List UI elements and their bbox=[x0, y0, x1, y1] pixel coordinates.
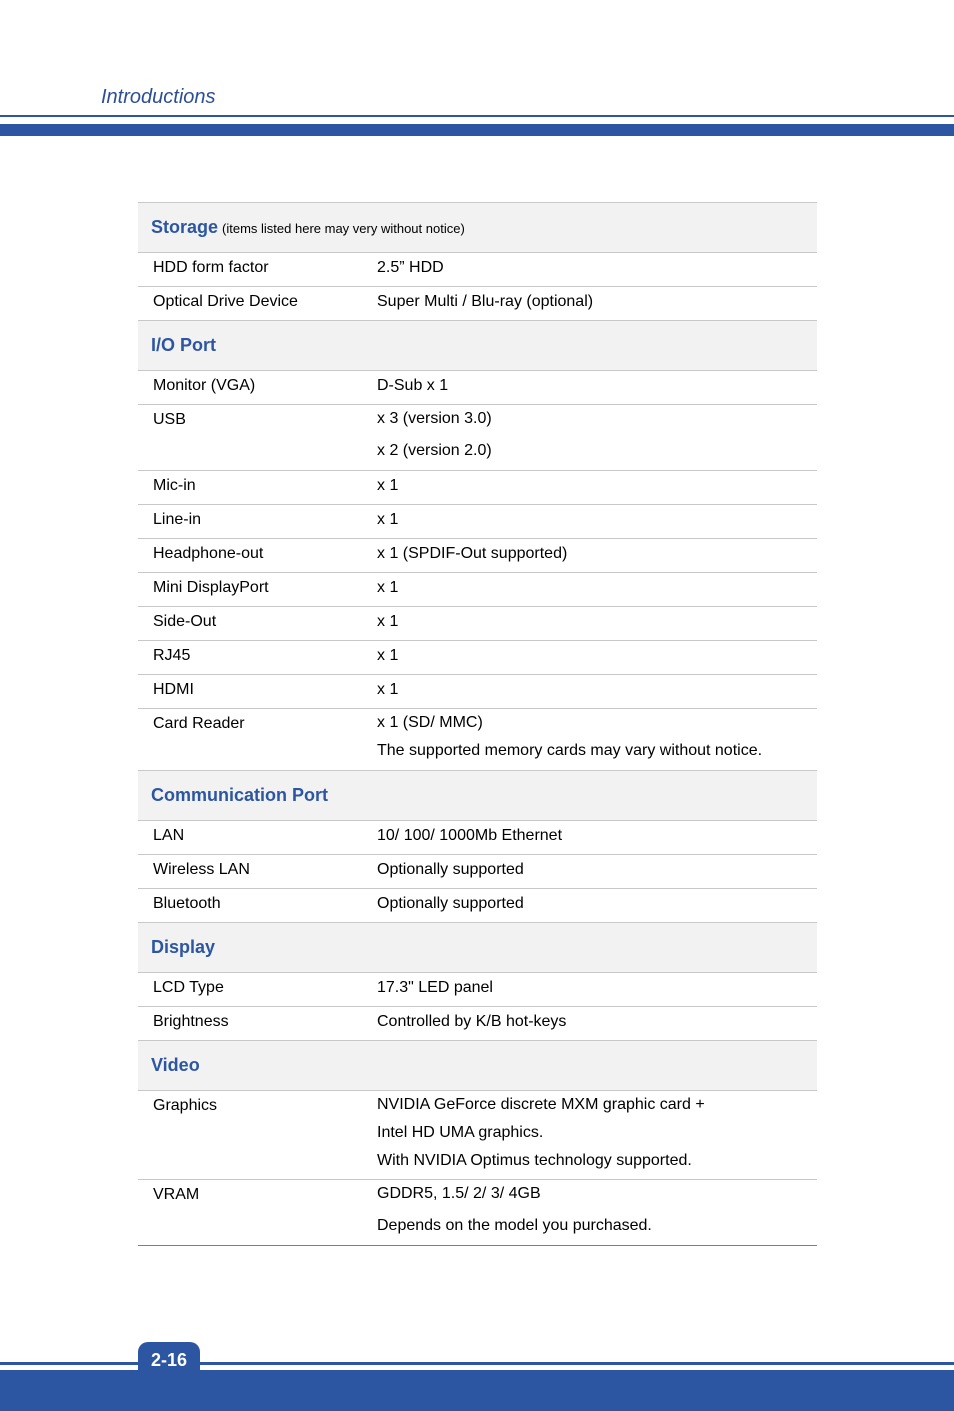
spec-label: Mini DisplayPort bbox=[138, 573, 377, 607]
spec-value-line: With NVIDIA Optimus technology supported. bbox=[377, 1152, 692, 1169]
spec-value: Super Multi / Blu-ray (optional) bbox=[377, 287, 817, 321]
spec-value-line: GDDR5, 1.5/ 2/ 3/ 4GB bbox=[377, 1185, 541, 1202]
table-row bbox=[138, 505, 817, 539]
spec-value: x 1 bbox=[377, 505, 817, 539]
spec-value-line: x 3 (version 3.0) bbox=[377, 410, 492, 427]
spec-label: Line-in bbox=[138, 505, 377, 539]
section-title-display: Display bbox=[151, 937, 216, 957]
spec-value: x 1 bbox=[377, 471, 817, 505]
section-storage bbox=[138, 203, 817, 253]
spec-value-line: NVIDIA GeForce discrete MXM graphic card + bbox=[377, 1096, 705, 1113]
table-row bbox=[138, 675, 817, 709]
table-row bbox=[138, 573, 817, 607]
table-row bbox=[138, 405, 817, 471]
page-header-title: Introductions bbox=[101, 86, 216, 108]
spec-label: Optical Drive Device bbox=[138, 287, 377, 321]
spec-label: LAN bbox=[138, 821, 377, 855]
section-communication-port bbox=[138, 771, 817, 821]
spec-label: USB bbox=[138, 405, 377, 471]
section-title-video: Video bbox=[151, 1055, 200, 1075]
spec-value: 2.5” HDD bbox=[377, 253, 817, 287]
spec-value bbox=[377, 709, 817, 771]
spec-value: Controlled by K/B hot-keys bbox=[377, 1007, 817, 1041]
spec-label: LCD Type bbox=[138, 973, 377, 1007]
spec-value-line: Depends on the model you purchased. bbox=[377, 1217, 652, 1234]
spec-value bbox=[377, 405, 817, 471]
spec-value bbox=[377, 1180, 817, 1246]
spec-table bbox=[138, 202, 817, 1246]
spec-label: Card Reader bbox=[138, 709, 377, 771]
spec-value: x 1 bbox=[377, 573, 817, 607]
spec-label: HDMI bbox=[138, 675, 377, 709]
header-rule-thin bbox=[0, 115, 954, 117]
table-row bbox=[138, 607, 817, 641]
table-row bbox=[138, 539, 817, 573]
spec-label: Graphics bbox=[138, 1091, 377, 1180]
section-display bbox=[138, 923, 817, 973]
spec-value: Optionally supported bbox=[377, 889, 817, 923]
header-rule-thick bbox=[0, 124, 954, 136]
section-io-port bbox=[138, 321, 817, 371]
spec-value: 10/ 100/ 1000Mb Ethernet bbox=[377, 821, 817, 855]
table-row bbox=[138, 973, 817, 1007]
table-row bbox=[138, 287, 817, 321]
spec-label: Headphone-out bbox=[138, 539, 377, 573]
spec-value-line: Intel HD UMA graphics. bbox=[377, 1124, 544, 1141]
spec-value: Optionally supported bbox=[377, 855, 817, 889]
storage-note: (items listed here may very without notice) bbox=[222, 221, 465, 236]
table-row bbox=[138, 471, 817, 505]
spec-label: Mic-in bbox=[138, 471, 377, 505]
spec-value: x 1 bbox=[377, 675, 817, 709]
table-row bbox=[138, 1007, 817, 1041]
page-number: 2-16 bbox=[150, 1350, 188, 1370]
spec-label: HDD form factor bbox=[138, 253, 377, 287]
table-row bbox=[138, 821, 817, 855]
section-title-comm: Communication Port bbox=[151, 785, 329, 805]
spec-value-line: The supported memory cards may vary without notice. bbox=[377, 742, 763, 759]
section-video bbox=[138, 1041, 817, 1091]
section-title-storage: Storage bbox=[151, 217, 219, 237]
spec-label: Monitor (VGA) bbox=[138, 371, 377, 405]
spec-label: VRAM bbox=[138, 1180, 377, 1246]
spec-label: Side-Out bbox=[138, 607, 377, 641]
table-row bbox=[138, 855, 817, 889]
spec-label: RJ45 bbox=[138, 641, 377, 675]
table-row bbox=[138, 371, 817, 405]
spec-value: 17.3" LED panel bbox=[377, 973, 817, 1007]
table-row bbox=[138, 641, 817, 675]
spec-value-line: x 1 (SD/ MMC) bbox=[377, 714, 483, 731]
table-row bbox=[138, 889, 817, 923]
table-row bbox=[138, 253, 817, 287]
spec-value: D-Sub x 1 bbox=[377, 371, 817, 405]
spec-value: x 1 bbox=[377, 607, 817, 641]
table-row bbox=[138, 1180, 817, 1246]
section-title-io: I/O Port bbox=[151, 335, 217, 355]
table-row bbox=[138, 709, 817, 771]
spec-label: Brightness bbox=[138, 1007, 377, 1041]
spec-value: x 1 (SPDIF-Out supported) bbox=[377, 539, 817, 573]
spec-value: x 1 bbox=[377, 641, 817, 675]
spec-label: Wireless LAN bbox=[138, 855, 377, 889]
spec-value bbox=[377, 1091, 817, 1180]
table-row bbox=[138, 1091, 817, 1180]
spec-label: Bluetooth bbox=[138, 889, 377, 923]
spec-value-line: x 2 (version 2.0) bbox=[377, 442, 492, 459]
